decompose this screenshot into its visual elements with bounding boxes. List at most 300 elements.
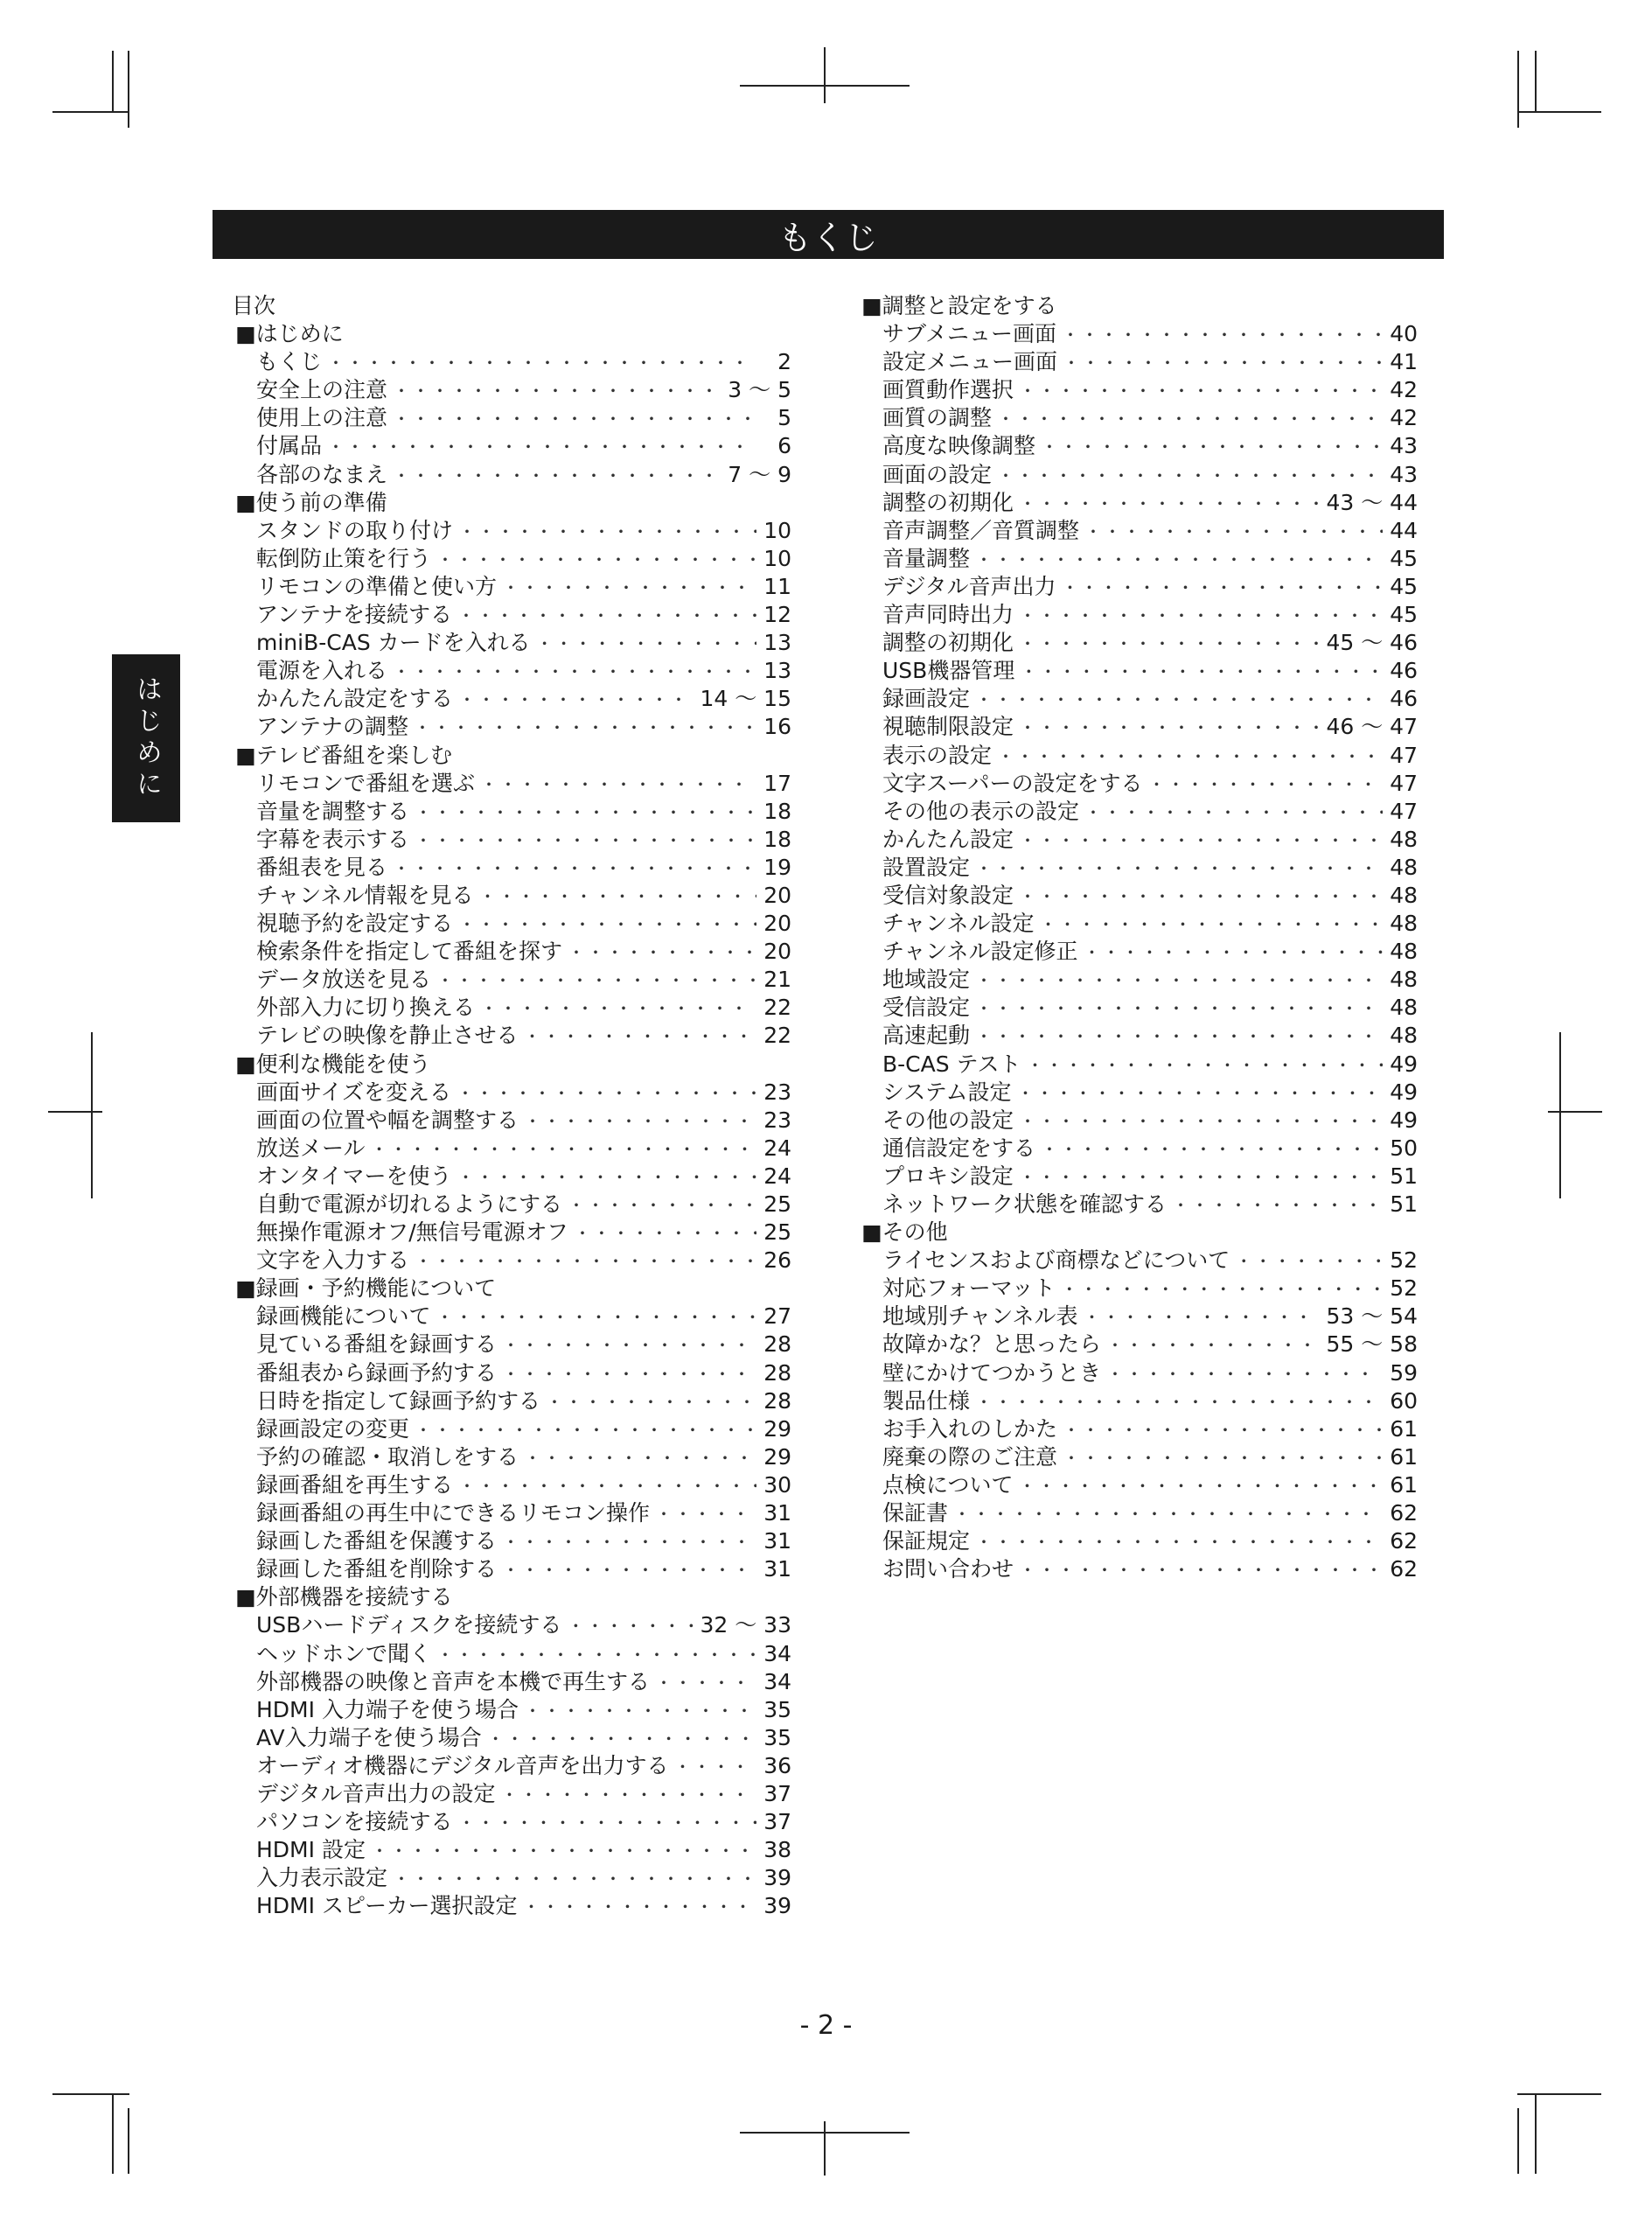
toc-entry-title: ヘッドホンで聞く [256,1640,432,1666]
toc-entry [232,966,791,994]
toc-entry-page: 32 ～ 33 [700,1612,791,1638]
toc-entry-page: 59 [1390,1359,1418,1386]
toc-entry [858,713,1418,741]
dot-leader [1041,1135,1383,1163]
toc-entry [858,910,1418,938]
toc-entry [858,629,1418,657]
toc-entry-page: 35 [763,1696,791,1722]
toc-section-heading: ■はじめに [235,321,344,347]
dot-leader [415,827,756,855]
toc-entry-title: HDMI 設定 [256,1837,366,1863]
dot-leader [415,799,756,827]
toc-entry-title: 録画した番組を削除する [256,1556,498,1582]
dot-leader [1027,1051,1383,1079]
dot-leader [975,686,1383,714]
dot-leader [574,1219,756,1247]
toc-entry-page: 45 [1390,573,1418,599]
toc-entry-page: 48 [1390,995,1418,1021]
dot-leader [1084,939,1383,967]
toc-entry-title: 外部機器の映像と音声を本機で再生する [256,1668,651,1694]
toc-entry-page: 23 [763,1107,791,1133]
toc-entry [858,1527,1418,1555]
toc-entry [858,770,1418,798]
toc-entry [232,1555,791,1583]
toc-entry-title: 字幕を表示する [256,826,410,852]
toc-entry [858,854,1418,882]
toc-entry-page: 25 [763,1191,791,1217]
toc-entry-page: 10 [763,517,791,543]
toc-entry-page: 49 [1390,1051,1418,1077]
toc-section-heading: ■その他 [861,1219,948,1246]
toc-entry [232,1752,791,1780]
toc-entry-page: 24 [763,1135,791,1161]
toc-entry-title: 付属品 [256,433,323,459]
toc-entry-page: 30 [763,1471,791,1498]
toc-entry [232,854,791,882]
dot-leader [524,1444,756,1472]
toc-section-heading: ■調整と設定をする [861,293,1057,318]
dot-leader [502,574,756,602]
toc-entry-page: 12 [763,602,791,628]
dot-leader [1019,490,1321,518]
toc-entry-title: 音量調整 [882,545,971,571]
toc-entry [232,770,791,798]
toc-right-column [858,292,1418,1583]
toc-entry [232,1527,791,1555]
toc-entry [232,432,791,460]
toc-entry [858,1387,1418,1415]
dot-leader [1019,1107,1383,1135]
dot-leader [371,1837,756,1865]
toc-entry-page: 48 [1390,882,1418,908]
toc-entry [858,545,1418,573]
toc-entry-page: 10 [763,545,791,571]
toc-entry [858,1499,1418,1527]
toc-entry-page: 3 ～ 5 [728,377,791,403]
toc-entry-page: 48 [1390,1023,1418,1049]
dot-leader [1019,1556,1383,1584]
toc-entry [232,517,791,545]
toc-entry [858,432,1418,460]
toc-entry [232,348,791,376]
toc-entry-title: デジタル音声出力の設定 [256,1780,496,1806]
toc-entry-title: ネットワーク状態を確認する [882,1191,1168,1217]
toc-entry-page: 2 [777,349,791,375]
dot-leader [997,405,1383,433]
toc-entry-page: 47 [1390,770,1418,796]
toc-entry-title: お問い合わせ [882,1556,1014,1582]
toc-entry-page: 7 ～ 9 [728,461,791,487]
dot-leader [546,1388,756,1416]
toc-entry [232,882,791,910]
toc-entry-title: パソコンを接続する [256,1809,453,1835]
toc-entry-title: 対応フォーマット [882,1275,1056,1302]
toc-entry-title: 通信設定をする [882,1135,1036,1161]
toc-entry-title: 点検について [882,1471,1014,1498]
toc-entry [858,1022,1418,1050]
dot-leader [567,1612,694,1640]
toc-entry-title: テレビの映像を静止させる [256,1023,519,1049]
toc-entry-page: 45 ～ 46 [1326,630,1418,656]
dot-leader [524,1697,756,1725]
toc-entry-page: 51 [1390,1163,1418,1189]
toc-entry-title: 画面の位置や幅を調整する [256,1107,519,1133]
toc-entry [232,1022,791,1050]
toc-entry [858,1079,1418,1107]
toc-entry [232,1471,791,1499]
toc-section-heading: ■便利な機能を使う [235,1051,431,1077]
toc-entry [232,994,791,1022]
dot-leader [975,1388,1383,1416]
toc-entry-title: 電源を入れる [256,658,388,684]
toc-entry-page: 62 [1390,1500,1418,1526]
toc-entry-title: リモコンの準備と使い方 [256,573,498,599]
dot-leader [458,911,756,939]
toc-entry-page: 29 [763,1443,791,1470]
dot-leader [393,855,756,883]
toc-entry-title: 自動で電源が切れるようにする [256,1191,563,1217]
toc-entry-title: miniB-CAS カードを入れる [256,630,531,656]
toc-entry-page: 53 ～ 54 [1326,1303,1418,1330]
toc-entry-title: HDMI スピーカー選択設定 [256,1893,518,1919]
dot-leader [1106,1331,1321,1359]
dot-leader [1017,1079,1383,1107]
toc-entry-page: 60 [1390,1387,1418,1414]
toc-entry-page: 41 [1390,349,1418,375]
toc-entry-page: 25 [763,1219,791,1246]
dot-leader [501,1781,756,1809]
toc-entry [232,1640,791,1668]
dot-leader [479,883,756,911]
toc-entry-title: 音声調整／音質調整 [882,517,1080,543]
dot-leader [436,1303,756,1331]
toc-entry-title: B-CAS テスト [882,1051,1021,1077]
toc-entry [232,545,791,573]
toc-entry-page: 31 [763,1556,791,1582]
toc-entry-title: その他の設定 [882,1107,1014,1133]
toc-entry [232,1724,791,1752]
toc-entry-page: 31 [763,1528,791,1554]
dot-leader [327,433,756,461]
toc-entry-page: 49 [1390,1079,1418,1105]
toc-entry-title: 録画番組を再生する [256,1471,454,1498]
toc-entry [232,1864,791,1892]
toc-entry-title: 高度な映像調整 [882,433,1036,459]
toc-entry [232,1135,791,1163]
toc-entry-page: 52 [1390,1275,1418,1302]
toc-entry-title: 番組表から録画予約する [256,1359,498,1386]
dot-leader [1041,433,1383,461]
dot-leader [1063,1444,1383,1472]
toc-entry-title: 視聴予約を設定する [256,911,454,937]
toc-entry-page: 62 [1390,1556,1418,1582]
dot-leader [458,1472,756,1500]
toc-entry-title: 受信設定 [882,995,971,1021]
dot-leader [457,1079,756,1107]
dot-leader [1148,771,1383,799]
toc-entry-title: オーディオ機器にデジタル音声を出力する [256,1752,669,1778]
toc-entry [232,461,791,489]
dot-leader [436,546,756,574]
toc-entry [232,1079,791,1107]
toc-entry-page: 13 [763,630,791,656]
toc-entry [232,1107,791,1135]
toc-entry-title: 録画した番組を保護する [256,1528,498,1554]
dot-leader [393,405,756,433]
toc-entry-title: 録画設定 [882,686,971,712]
toc-entry-page: 50 [1390,1135,1418,1161]
toc-entry-page: 46 [1390,686,1418,712]
toc-entry-title: 録画機能について [256,1303,431,1330]
dot-leader [1020,658,1383,686]
toc-entry-page: 43 [1390,461,1418,487]
dot-leader [524,1107,756,1135]
toc-entry [858,966,1418,994]
toc-entry-title: お手入れのしかた [882,1415,1058,1442]
dot-leader [393,658,756,686]
dot-leader [568,939,756,967]
dot-leader [1019,1163,1383,1191]
toc-entry-page: 23 [763,1079,791,1105]
dot-leader [1019,883,1383,911]
toc-entry-title: 転倒防止策を行う [256,545,432,571]
toc-entry-title: 放送メール [256,1135,366,1161]
toc-entry-page: 40 [1390,321,1418,347]
toc-entry [858,1051,1418,1079]
dot-leader [480,995,756,1023]
toc-entry [232,1780,791,1808]
toc-entry [858,320,1418,348]
toc-entry-title: 画面の設定 [882,461,993,487]
toc-entry [858,742,1418,770]
toc-entry-page: 19 [763,854,791,880]
toc-entry [858,994,1418,1022]
toc-entry [232,629,791,657]
dot-leader [655,1500,756,1528]
toc-entry-page: 20 [763,911,791,937]
dot-leader [1106,1360,1383,1388]
dot-leader [436,967,756,995]
toc-entry-page: 48 [1390,826,1418,852]
toc-entry-title: USB機器管理 [882,658,1015,684]
dot-leader [975,855,1383,883]
toc-entry-page: 61 [1390,1471,1418,1498]
dot-leader [997,743,1383,771]
toc-entry [232,1331,791,1358]
toc-entry [232,1359,791,1387]
toc-entry-title: 調整の初期化 [882,489,1014,515]
toc-entry [858,882,1418,910]
dot-leader [457,1163,756,1191]
toc-entry-page: 38 [763,1837,791,1863]
toc-entry [858,1163,1418,1191]
toc-entry [232,376,791,404]
toc-entry-page: 61 [1390,1415,1418,1442]
toc-entry-title: スタンドの取り付け [256,517,454,543]
dot-leader [1084,518,1383,546]
toc-entry-page: 55 ～ 58 [1326,1331,1418,1358]
dot-leader [568,1191,756,1219]
toc-entry-title: 入力表示設定 [256,1865,388,1891]
toc-entry-page: 24 [763,1163,791,1189]
toc-entry-title: 壁にかけてつかうとき [882,1359,1102,1386]
dot-leader [415,1247,756,1275]
toc-entry-title: オンタイマーを使う [256,1163,452,1189]
toc-entry-title: アンテナの調整 [256,714,409,740]
toc-entry-title: 録画番組の再生中にできるリモコン操作 [256,1500,651,1526]
page-number: - 2 - [799,2010,853,2041]
toc-entry [858,798,1418,826]
toc-entry-title: 保証規定 [882,1528,971,1554]
dot-leader [975,1528,1383,1556]
toc-entry-page: 11 [763,573,791,599]
toc-section-heading: ■テレビ番組を楽しむ [235,742,453,768]
toc-entry [232,938,791,966]
toc-entry-title: 見ている番組を録画する [256,1331,498,1358]
toc-entry-title: 外部入力に切り換える [256,995,476,1021]
toc-section-heading: ■外部機器を接続する [235,1584,453,1610]
toc-entry [858,1275,1418,1303]
toc-entry [858,404,1418,432]
toc-entry-page: 49 [1390,1107,1418,1133]
toc-entry-title: その他の表示の設定 [882,798,1080,824]
toc-entry [858,1247,1418,1275]
toc-entry [858,1331,1418,1358]
dot-leader [536,630,756,658]
toc-entry-page: 48 [1390,967,1418,993]
toc-entry-title: HDMI 入力端子を使う場合 [256,1696,519,1722]
toc-entry-page: 48 [1390,939,1418,965]
toc-entry-page: 17 [763,770,791,796]
toc-entry [858,1471,1418,1499]
toc-entry [232,1415,791,1443]
dot-leader [327,349,756,377]
dot-leader [975,546,1383,574]
toc-entry [858,1135,1418,1163]
toc-entry-page: 37 [763,1809,791,1835]
toc-entry-title: 設置設定 [882,854,971,880]
toc-entry [232,1499,791,1527]
toc-entry-page: 6 [777,433,791,459]
toc-entry-title: 受信対象設定 [882,882,1014,908]
dot-leader [457,602,756,630]
dot-leader [502,1556,756,1584]
dot-leader [1019,377,1383,405]
toc-entry-page: 39 [763,1865,791,1891]
toc-entry-title: 地域設定 [882,967,971,993]
toc-entry [232,1696,791,1724]
toc-entry-page: 35 [763,1724,791,1750]
toc-entry [232,1808,791,1836]
toc-entry [232,404,791,432]
toc-entry-page: 44 [1390,517,1418,543]
toc-entry-page: 42 [1390,405,1418,431]
toc-entry [858,1191,1418,1219]
dot-leader [458,518,756,546]
toc-entry-title: 製品仕様 [882,1387,971,1414]
toc-entry [858,1443,1418,1471]
toc-entry-title: 調整の初期化 [882,630,1014,656]
dot-leader [480,771,756,799]
toc-entry-title: 画面サイズを変える [256,1079,452,1105]
toc-entry [232,1836,791,1864]
toc-entry-title: 音声同時出力 [882,602,1014,628]
toc-entry-page: 61 [1390,1443,1418,1470]
toc-entry [858,489,1418,517]
toc-entry-page: 22 [763,995,791,1021]
toc-entry-title: もくじ [256,349,323,375]
toc-entry-title: 高速起動 [882,1023,971,1049]
toc-entry [858,826,1418,854]
toc-entry-page: 29 [763,1415,791,1442]
dot-leader [997,462,1383,490]
dot-leader [1084,1303,1321,1331]
toc-entry [232,910,791,938]
toc-entry-page: 13 [763,658,791,684]
toc-entry [232,685,791,713]
dot-leader [436,1641,756,1669]
dot-leader [975,1023,1383,1051]
toc-entry [232,1387,791,1415]
toc-entry-title: 使用上の注意 [256,405,388,431]
toc-entry-page: 34 [763,1640,791,1666]
toc-entry [858,657,1418,685]
toc-entry-page: 5 [777,405,791,431]
dot-leader [1063,349,1383,377]
dot-leader [1019,827,1383,855]
dot-leader [502,1331,756,1359]
dot-leader [975,967,1383,995]
toc-entry-title: データ放送を見る [256,967,432,993]
toc-entry-title: 検索条件を指定して番組を探す [256,939,563,965]
toc-entry-title: 日時を指定して録画予約する [256,1387,541,1414]
toc-entry-page: 46 [1390,658,1418,684]
toc-entry-page: 14 ～ 15 [700,686,791,712]
toc-entry-title: 安全上の注意 [256,377,388,403]
toc-entry-page: 48 [1390,854,1418,880]
dot-leader [371,1135,756,1163]
toc-entry-page: 46 ～ 47 [1326,714,1418,740]
toc-entry-title: 予約の確認・取消しをする [256,1443,519,1470]
toc-section-heading: ■使う前の準備 [235,489,387,515]
toc-entry-title: 画質の調整 [882,405,993,431]
toc-entry-title: AV入力端子を使う場合 [256,1724,482,1750]
dot-leader [393,462,722,490]
dot-leader [1235,1247,1383,1275]
dot-leader [393,377,722,405]
toc-entry [858,1415,1418,1443]
dot-leader [458,1809,756,1837]
toc-entry-title: かんたん設定をする [256,686,454,712]
toc-entry-title: 録画設定の変更 [256,1415,410,1442]
toc-entry-page: 45 [1390,602,1418,628]
dot-leader [1019,630,1321,658]
toc-entry [858,573,1418,601]
toc-entry [232,713,791,741]
toc-entry-title: ライセンスおよび商標などについて [882,1247,1230,1274]
section-tab: はじめに [112,654,180,822]
dot-leader [522,1893,756,1921]
toc-entry-page: 28 [763,1387,791,1414]
dot-leader [487,1725,756,1753]
toc-left-column [232,292,791,1920]
page-title: もくじ [213,210,1444,259]
toc-entry-page: 43 [1390,433,1418,459]
dot-leader [953,1500,1383,1528]
toc-entry-title: 番組表を見る [256,854,388,880]
toc-entry [232,1892,791,1920]
toc-entry-page: 37 [763,1780,791,1806]
